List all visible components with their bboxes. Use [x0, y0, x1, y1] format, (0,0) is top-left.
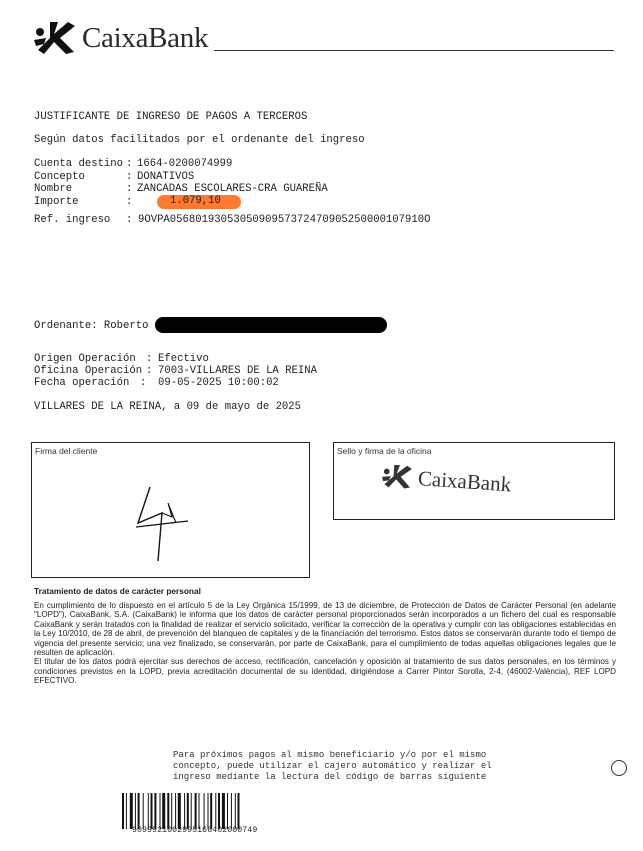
ref-value: 9OVPA0568019305305090957372470905250000107910O — [138, 214, 431, 226]
header-rule — [214, 50, 614, 51]
importe-value: 1.079,10 — [170, 195, 221, 207]
place-date: VILLARES DE LA REINA, a 09 de mayo de 2025 — [34, 401, 302, 413]
caixabank-star-icon — [381, 463, 413, 491]
barcode-bar — [122, 793, 124, 829]
barcode-bar — [160, 793, 161, 829]
barcode-bar — [187, 793, 189, 829]
barcode-bar — [148, 793, 149, 829]
legal-paragraph: En cumplimiento de lo dispuesto en el artículo 5 de la Ley Orgánica 15/1999, de 13 de diciembre, de Protección de Datos de Carácter Personal (en adelante "LOPD"), CaixaBank, S.A. (CaixaBank) le informa que los datos de carácter personal proporcionados serán incorporados a un fichero del cual es responsable CaixaBank y serán tratados con la finalidad de realizar el servicio solicitado, verificar la corrección de la operativa y cumplir con las obligaciones establecidas en la Ley 10/2010, de 28 de abril, de prevención del blanqueo de capitales y de la financiación del terrorismo. Estos datos se conservarán durante todo el tiempo de vigencia del presente servicio; una vez finalizado, se conservarán, por parte de CaixaBank, para el cumplimiento de todas aquellas obligaciones legales que le resulten de aplicación. — [34, 601, 616, 658]
field-label: Nombre — [34, 183, 73, 196]
barcode-bar — [208, 793, 209, 829]
field-value: 1664-0200074999 — [137, 158, 233, 171]
barcode-bar — [204, 793, 205, 829]
brand-name: CaixaBank — [82, 21, 209, 54]
barcode-bar — [178, 793, 181, 829]
operation-date-value: 09-05-2025 10:00:02 — [158, 377, 279, 389]
circle-mark — [611, 760, 627, 776]
field-label: Cuenta destino — [34, 158, 124, 171]
barcode-bar — [167, 793, 169, 829]
barcode-bar — [199, 793, 200, 829]
barcode-bar — [218, 793, 220, 829]
barcode-bar — [215, 793, 216, 829]
footer-note: Para próximos pagos al mismo beneficiario y/o por el mismo concepto, puede utilizar el cajero automático y realizar el ingreso mediante la lectura del código de barras siguiente — [173, 750, 492, 782]
barcode — [122, 793, 280, 829]
legal-paragraph: El titular de los datos podrá ejercitar sus derechos de acceso, rectificación, cancelación y oposición al tratamiento de sus datos personales, en los términos y condiciones previstos en la LOPD, previa acreditación documental de su identidad, dirigiéndose a Carrer Pintor Sorolla, 2-4, (46002-València), REF LOPD EFECTIVO. — [34, 657, 616, 686]
barcode-number: 9099921002995166402000749 — [132, 826, 258, 835]
legal-title: Tratamiento de datos de carácter personal — [34, 586, 201, 596]
redaction-bar — [155, 317, 387, 333]
client-signature-box — [31, 442, 310, 578]
operation-date-label: Fecha operación — [34, 377, 130, 389]
field-value: DONATIVOS — [137, 170, 195, 183]
barcode-bar — [171, 793, 172, 829]
operation-office-label: Oficina Operación — [34, 365, 143, 377]
field-value: ZANCADAS ESCOLARES-CRA GUAREÑA — [137, 183, 328, 196]
field-label: Importe — [34, 195, 79, 208]
barcode-bar — [210, 793, 212, 829]
document-subtitle: Según datos facilitados por el ordenante del ingreso — [34, 134, 365, 146]
caixabank-star-icon — [34, 20, 76, 56]
office-stamp — [381, 463, 512, 498]
office-stamp-box — [333, 442, 615, 520]
barcode-bar — [191, 793, 192, 829]
operation-origin-value: Efectivo — [158, 353, 209, 365]
field-row: Nombre : ZANCADAS ESCOLARES-CRA GUAREÑA — [34, 183, 328, 196]
barcode-bar — [130, 793, 133, 829]
barcode-bar — [222, 793, 225, 829]
client-signature-label: Firma del cliente — [35, 446, 98, 456]
barcode-bar — [151, 793, 153, 829]
barcode-bar — [143, 793, 144, 829]
barcode-bar — [184, 793, 185, 829]
client-signature — [128, 483, 198, 563]
caixabank-logo — [34, 20, 208, 56]
barcode-bar — [235, 793, 236, 829]
barcode-bar — [227, 793, 228, 829]
field-row: Concepto : DONATIVOS — [34, 170, 195, 183]
operation-office-value: 7003-VILLARES DE LA REINA — [158, 365, 317, 377]
document-title: JUSTIFICANTE DE INGRESO DE PAGOS A TERCEROS — [34, 111, 308, 123]
field-row: Cuenta destino : 1664-0200074999 — [34, 158, 233, 171]
operation-origin-label: Origen Operación — [34, 353, 136, 365]
barcode-bar — [162, 793, 165, 829]
legal-text — [34, 601, 616, 686]
ordenante-label: Ordenante: Roberto — [34, 320, 149, 332]
barcode-bar — [138, 793, 140, 829]
barcode-bar — [195, 793, 197, 829]
barcode-bar — [175, 793, 176, 829]
field-row: Importe : — [34, 195, 133, 208]
ref-label: Ref. ingreso — [34, 214, 111, 226]
office-stamp-label: Sello y firma de la oficina — [337, 446, 432, 456]
field-label: Concepto — [34, 170, 85, 183]
barcode-bar — [135, 793, 136, 829]
barcode-bar — [238, 793, 240, 829]
barcode-bar — [231, 793, 232, 829]
barcode-bar — [154, 793, 156, 829]
stamp-brand: CaixaBank — [417, 465, 513, 496]
barcode-bar — [126, 793, 127, 829]
